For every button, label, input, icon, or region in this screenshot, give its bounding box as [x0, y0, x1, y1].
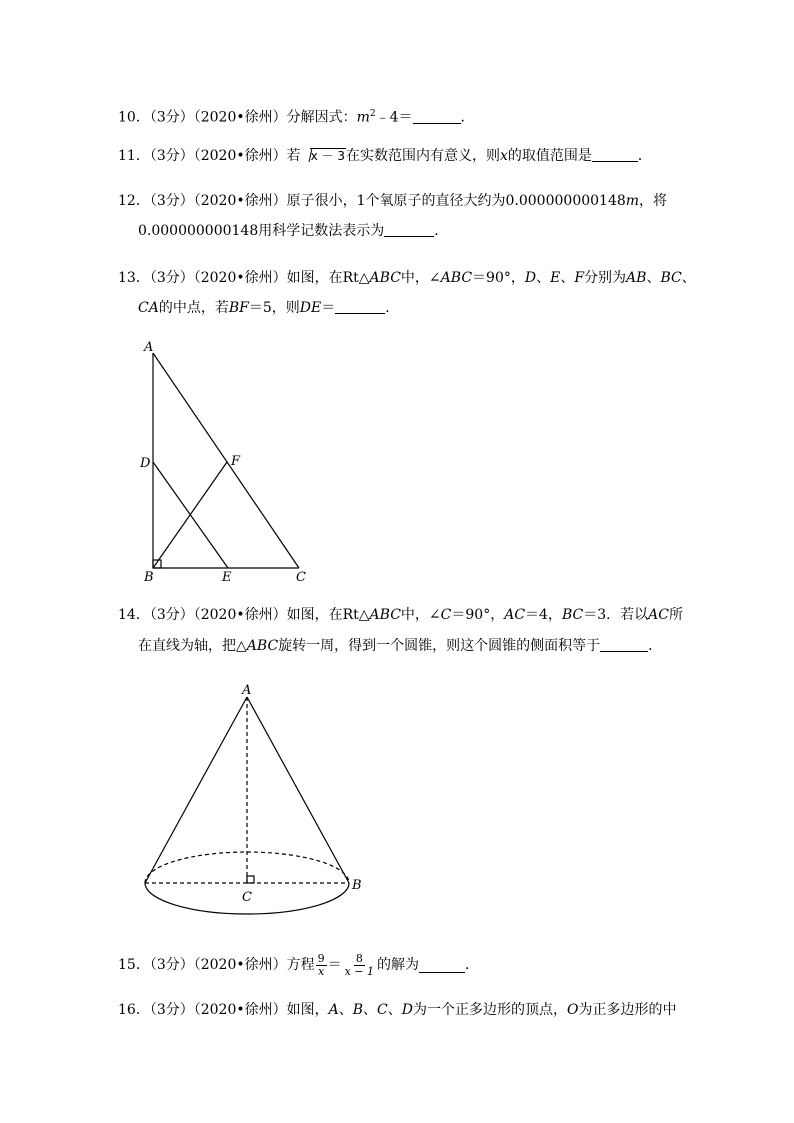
q14-abc1: ABC [369, 607, 401, 623]
q15-end: ． [465, 957, 480, 973]
q13-abc2: ABC [440, 270, 473, 286]
q14-l2a: 在直线为轴，把△ [138, 638, 247, 654]
q13-l2c: ＝ [321, 300, 336, 316]
q15-numerator-2: 8 [355, 951, 363, 965]
q14-cone-left-edge [145, 697, 247, 883]
q14-label-c: C [242, 890, 252, 905]
q13-label-e: E [222, 570, 232, 585]
q16-s2: 、 [363, 1002, 378, 1018]
q13-f: F [574, 270, 585, 286]
q13-label-c: C [296, 570, 306, 585]
q11-var-x: x [499, 148, 508, 164]
q13-de: DE [299, 300, 322, 316]
q14-ac1: AC [504, 607, 526, 623]
question-16 [118, 1000, 676, 1020]
question-15 [118, 952, 479, 978]
q14-l1a: 14．（3分）（2020•徐州）如图，在Rt△ [118, 607, 370, 623]
q12-unit: m [625, 193, 640, 209]
q11-end: ． [637, 148, 652, 164]
q14-end: ． [648, 638, 663, 654]
q14-ac2: AC [648, 607, 669, 623]
q13-label-f: F [231, 454, 241, 469]
q15-equals: ＝ [327, 957, 342, 973]
q14-l1d: ＝4， [525, 607, 562, 623]
q16-var-a: A [328, 1002, 339, 1018]
q14-abc2: ABC [246, 638, 279, 654]
q15-answer-blank[interactable] [419, 958, 465, 973]
q13-bf: BF [228, 300, 249, 316]
q13-sep1: 、 [536, 270, 551, 286]
q14-l2b: 旋转一周，得到一个圆锥，则这个圆锥的侧面积等于 [278, 638, 601, 654]
q12-line2: 0.000000000148用科学记数法表示为 [138, 223, 385, 239]
q13-ca: CA [138, 300, 159, 316]
q13-l1c: ＝90°， [472, 270, 525, 286]
q16-a: 16．（3分）（2020•徐州）如图， [118, 1002, 329, 1018]
q11-radicand: x － 3 [310, 149, 345, 163]
q16-s1: 、 [338, 1002, 353, 1018]
q14-label-b: B [352, 878, 362, 893]
q15-prefix: 15．（3分）（2020•徐州）方程 [118, 957, 315, 973]
q14-l1c: ＝90°， [451, 607, 505, 623]
q12-line1a: 12．（3分）（2020•徐州）原子很小，1个氧原子的直径大约为0.000000000148 [118, 193, 626, 209]
q13-label-a: A [144, 340, 154, 355]
q11-mid: 在实数范围内有意义，则 [345, 148, 500, 164]
q15-denominator-2: x − 1 [344, 964, 375, 978]
q14-l1f: 所 [668, 607, 683, 623]
q16-s3: 、 [387, 1002, 402, 1018]
q14-right-angle-mark [247, 876, 254, 883]
q12-line1b: ，将 [639, 193, 668, 209]
q12-end: ． [434, 223, 449, 239]
q16-c: 为正多边形的中 [578, 1002, 677, 1018]
q13-l2b: ＝5，则 [248, 300, 300, 316]
q14-l1e: ＝3．若以 [583, 607, 649, 623]
q13-sep4: 、 [681, 270, 696, 286]
q13-sep3: 、 [646, 270, 661, 286]
q13-l1d: 分别为 [584, 270, 627, 286]
q13-label-b: B [144, 570, 154, 585]
q16-b: 为一个正多边形的顶点， [412, 1002, 567, 1018]
q15-fraction-2 [343, 953, 376, 978]
q14-label-a: A [242, 683, 252, 698]
q10-var-m: m [356, 109, 370, 126]
q13-abc1: ABC [369, 270, 401, 286]
q13-sep2: 、 [560, 270, 575, 286]
q14-bc: BC [561, 607, 584, 623]
q13-end: ． [385, 300, 400, 316]
q15-rest: 的解为 [377, 957, 420, 973]
q13-l1b: 中，∠ [400, 270, 441, 286]
q13-e: E [550, 270, 561, 286]
q10-end: ． [460, 109, 475, 126]
q14-cone-right-edge [247, 697, 349, 883]
q11-prefix: 11．（3分）（2020•徐州）若 [118, 148, 301, 164]
q13-ab: AB [626, 270, 647, 286]
q14-l1b: 中，∠ [400, 607, 441, 623]
q14-c: C [440, 607, 452, 623]
q13-l2a: 的中点，若 [158, 300, 229, 316]
q10-rest: ﹣4＝ [375, 109, 413, 126]
q15-numerator-1: 9 [317, 951, 325, 965]
q15-denominator-1: x [318, 964, 325, 978]
q13-l1a: 13．（3分）（2020•徐州）如图，在Rt△ [118, 270, 370, 286]
q16-var-d: D [401, 1002, 413, 1018]
q16-var-o: O [566, 1002, 579, 1018]
q15-fraction-1 [316, 953, 327, 978]
q13-label-d: D [140, 456, 151, 471]
q11-rest: 的取值范围是 [507, 148, 592, 164]
q16-var-b: B [352, 1002, 364, 1018]
q13-d: D [524, 270, 537, 286]
q16-var-c: C [377, 1002, 388, 1018]
q10-exponent: 2 [369, 109, 376, 119]
q13-bc: BC [660, 270, 682, 286]
q10-prefix: 10．（3分）（2020•徐州）分解因式： [118, 109, 357, 126]
